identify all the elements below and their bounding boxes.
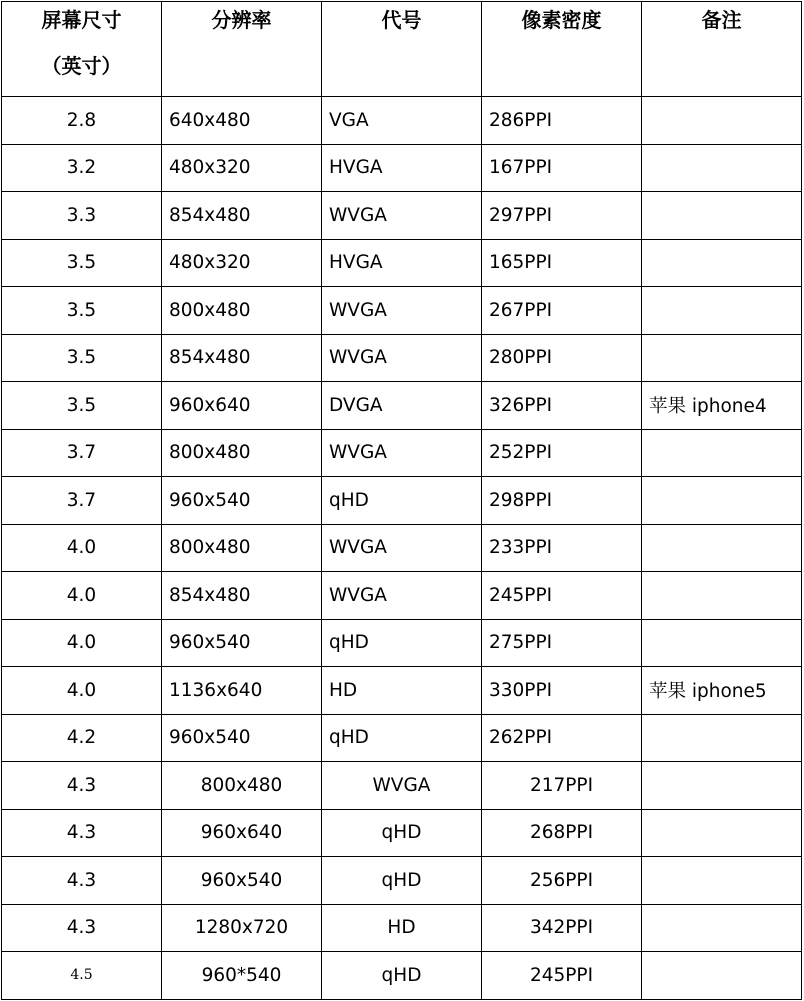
header-code-label: 代号 (381, 8, 422, 32)
cell-code: WVGA (322, 287, 482, 335)
cell-note (642, 287, 802, 335)
header-pixel-density (482, 2, 642, 97)
table-row (2, 192, 802, 240)
cell-pixel-density: 297PPI (482, 192, 642, 240)
cell-resolution: 640x480 (162, 97, 322, 145)
cell-code: HD (322, 667, 482, 715)
cell-pixel-density: 167PPI (482, 144, 642, 192)
cell-resolution: 800x480 (162, 762, 322, 810)
cell-note (642, 809, 802, 857)
cell-pixel-density: 268PPI (482, 809, 642, 857)
cell-code: qHD (322, 619, 482, 667)
header-note (642, 2, 802, 97)
cell-screen-size: 4.0 (2, 619, 162, 667)
header-row (2, 2, 802, 97)
cell-screen-size: 4.3 (2, 809, 162, 857)
table-row (2, 382, 802, 430)
cell-screen-size: 3.5 (2, 382, 162, 430)
table-row (2, 572, 802, 620)
cell-code: HVGA (322, 239, 482, 287)
cell-note (642, 619, 802, 667)
cell-code: VGA (322, 97, 482, 145)
cell-note (642, 334, 802, 382)
cell-screen-size: 2.8 (2, 97, 162, 145)
cell-note (642, 239, 802, 287)
cell-pixel-density: 165PPI (482, 239, 642, 287)
cell-screen-size: 3.5 (2, 239, 162, 287)
header-resolution (162, 2, 322, 97)
cell-screen-size: 4.0 (2, 572, 162, 620)
cell-code: qHD (322, 714, 482, 762)
cell-resolution: 854x480 (162, 572, 322, 620)
table-row (2, 287, 802, 335)
cell-code: WVGA (322, 572, 482, 620)
cell-resolution: 854x480 (162, 334, 322, 382)
cell-code: qHD (322, 477, 482, 525)
table-body (2, 97, 802, 1000)
cell-pixel-density: 245PPI (482, 572, 642, 620)
cell-note (642, 952, 802, 1000)
cell-code: DVGA (322, 382, 482, 430)
cell-screen-size: 4.3 (2, 857, 162, 905)
cell-screen-size: 3.3 (2, 192, 162, 240)
cell-note (642, 904, 802, 952)
cell-pixel-density: 342PPI (482, 904, 642, 952)
header-code (322, 2, 482, 97)
cell-code: WVGA (322, 192, 482, 240)
cell-screen-size: 3.7 (2, 429, 162, 477)
cell-note (642, 714, 802, 762)
table-row (2, 857, 802, 905)
cell-pixel-density: 252PPI (482, 429, 642, 477)
cell-screen-size: 4.5 (2, 952, 162, 1000)
cell-screen-size: 4.0 (2, 524, 162, 572)
table-row (2, 714, 802, 762)
cell-code: HD (322, 904, 482, 952)
cell-resolution: 960x540 (162, 477, 322, 525)
table-row (2, 762, 802, 810)
cell-pixel-density: 262PPI (482, 714, 642, 762)
cell-note: 苹果 iphone4 (642, 382, 802, 430)
cell-code: WVGA (322, 524, 482, 572)
cell-resolution: 960x540 (162, 857, 322, 905)
header-screen-size (2, 2, 162, 97)
table-row (2, 904, 802, 952)
cell-note (642, 97, 802, 145)
cell-resolution: 480x320 (162, 239, 322, 287)
cell-note (642, 477, 802, 525)
table-row (2, 667, 802, 715)
header-screen-size-line1: 屏幕尺寸 (41, 8, 122, 32)
cell-screen-size: 3.7 (2, 477, 162, 525)
cell-screen-size: 3.2 (2, 144, 162, 192)
cell-screen-size: 4.2 (2, 714, 162, 762)
cell-code: qHD (322, 857, 482, 905)
cell-resolution: 960x540 (162, 714, 322, 762)
table-row (2, 524, 802, 572)
cell-pixel-density: 275PPI (482, 619, 642, 667)
table-row (2, 429, 802, 477)
cell-pixel-density: 330PPI (482, 667, 642, 715)
cell-screen-size: 4.0 (2, 667, 162, 715)
cell-resolution: 800x480 (162, 524, 322, 572)
cell-resolution: 960x640 (162, 382, 322, 430)
cell-resolution: 960*540 (162, 952, 322, 1000)
cell-resolution: 1280x720 (162, 904, 322, 952)
cell-pixel-density: 217PPI (482, 762, 642, 810)
cell-resolution: 800x480 (162, 429, 322, 477)
cell-pixel-density: 298PPI (482, 477, 642, 525)
cell-resolution: 960x640 (162, 809, 322, 857)
table-row (2, 97, 802, 145)
cell-pixel-density: 267PPI (482, 287, 642, 335)
cell-screen-size: 4.3 (2, 904, 162, 952)
cell-screen-size: 4.3 (2, 762, 162, 810)
cell-note (642, 572, 802, 620)
screen-spec-table (1, 1, 802, 1000)
table-row (2, 619, 802, 667)
table-row (2, 809, 802, 857)
header-screen-size-line2: （英寸） (41, 54, 122, 78)
table-row (2, 334, 802, 382)
cell-pixel-density: 256PPI (482, 857, 642, 905)
cell-code: WVGA (322, 429, 482, 477)
cell-pixel-density: 233PPI (482, 524, 642, 572)
cell-note (642, 429, 802, 477)
cell-pixel-density: 280PPI (482, 334, 642, 382)
cell-code: HVGA (322, 144, 482, 192)
cell-code: WVGA (322, 762, 482, 810)
cell-code: qHD (322, 952, 482, 1000)
cell-resolution: 960x540 (162, 619, 322, 667)
cell-note (642, 192, 802, 240)
cell-note (642, 524, 802, 572)
cell-resolution: 480x320 (162, 144, 322, 192)
cell-pixel-density: 326PPI (482, 382, 642, 430)
header-note-label: 备注 (701, 8, 742, 32)
cell-note (642, 857, 802, 905)
table-row (2, 239, 802, 287)
cell-code: WVGA (322, 334, 482, 382)
cell-code: qHD (322, 809, 482, 857)
header-pixel-density-label: 像素密度 (521, 8, 602, 32)
cell-screen-size: 3.5 (2, 334, 162, 382)
cell-note: 苹果 iphone5 (642, 667, 802, 715)
cell-resolution: 1136x640 (162, 667, 322, 715)
cell-note (642, 762, 802, 810)
table-row (2, 144, 802, 192)
cell-resolution: 800x480 (162, 287, 322, 335)
cell-note (642, 144, 802, 192)
table-row (2, 477, 802, 525)
cell-screen-size: 3.5 (2, 287, 162, 335)
cell-pixel-density: 286PPI (482, 97, 642, 145)
cell-pixel-density: 245PPI (482, 952, 642, 1000)
table-row (2, 952, 802, 1000)
cell-resolution: 854x480 (162, 192, 322, 240)
header-resolution-label: 分辨率 (211, 8, 272, 32)
